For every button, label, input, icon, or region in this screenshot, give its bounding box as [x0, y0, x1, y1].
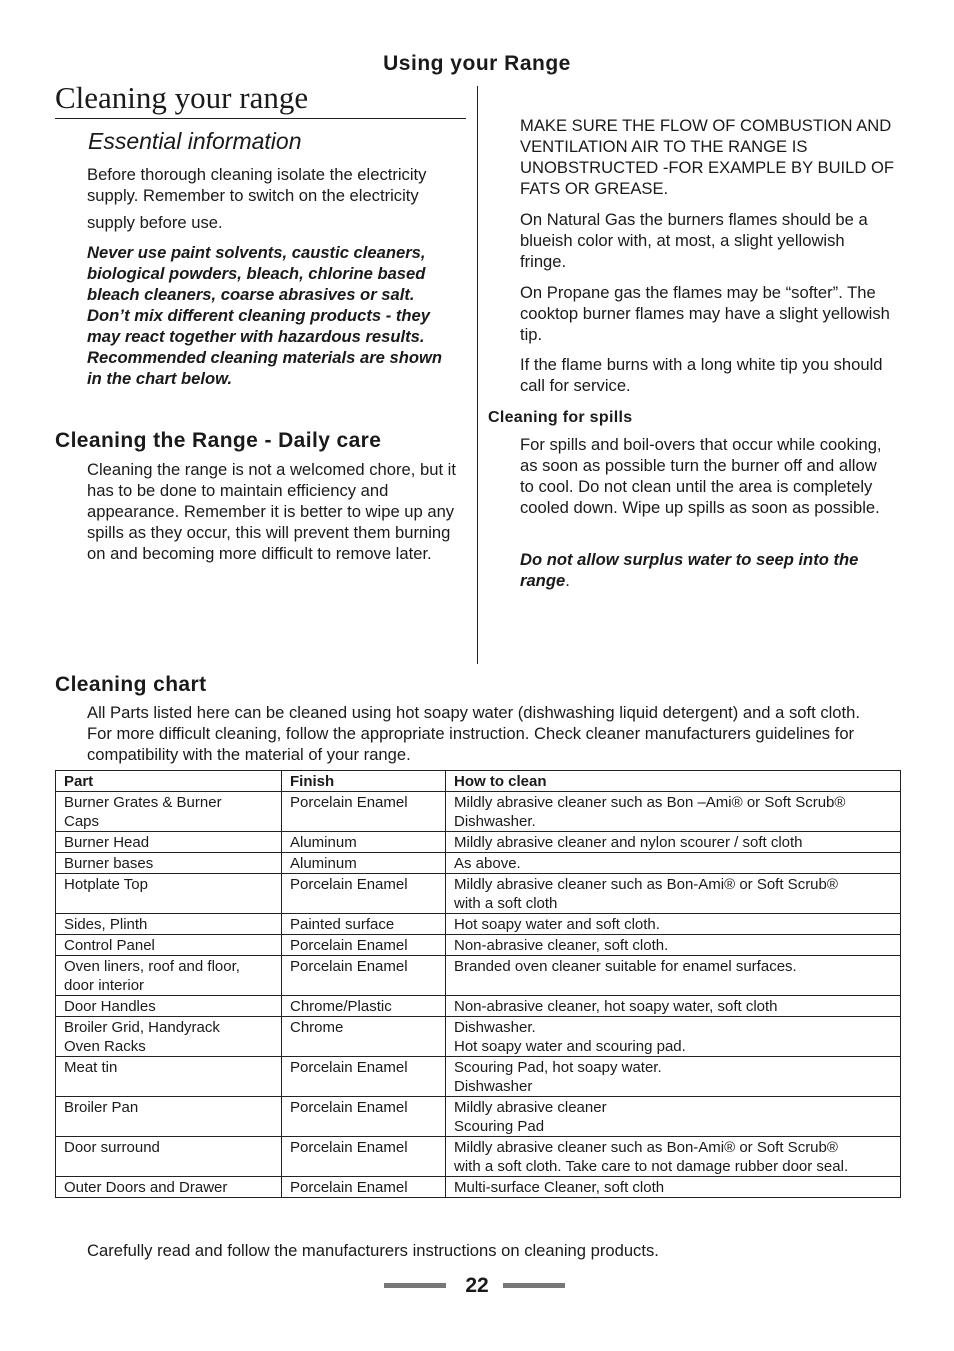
cleaning-chart-intro: All Parts listed here can be cleaned using hot soapy water (dishwashing liquid detergent) and a soft cloth. For more difficult cleaning, follow the appropriate instruction. Check cleaner manufacturers guidelines for compatibility with the material of your range.	[87, 703, 860, 764]
cell-finish: Porcelain Enamel	[282, 1097, 446, 1137]
essential-intro: Before thorough cleaning isolate the electricity supply. Remember to switch on the electricity	[87, 165, 427, 205]
cell-finish: Porcelain Enamel	[282, 1057, 446, 1097]
column-divider	[477, 86, 478, 664]
spills-warning-period: .	[565, 571, 570, 590]
cell-part: Hotplate Top	[56, 874, 282, 914]
flame-service-note: If the flame burns with a long white tip you should call for service.	[520, 355, 883, 395]
cell-finish: Painted surface	[282, 914, 446, 935]
table-row	[56, 914, 901, 935]
cell-part: Door surround	[56, 1137, 282, 1177]
cell-finish: Porcelain Enamel	[282, 956, 446, 996]
cleaning-chart-table	[55, 770, 901, 1198]
cell-how-to-clean: Mildly abrasive cleaner Scouring Pad	[446, 1097, 901, 1137]
cell-part: Outer Doors and Drawer	[56, 1177, 282, 1198]
column-header-how-to-clean: How to clean	[446, 771, 901, 792]
cell-finish: Aluminum	[282, 832, 446, 853]
cell-finish: Porcelain Enamel	[282, 792, 446, 832]
table-row	[56, 1057, 901, 1097]
cell-how-to-clean: Non-abrasive cleaner, soft cloth.	[446, 935, 901, 956]
table-header-row	[56, 771, 901, 792]
cell-part: Sides, Plinth	[56, 914, 282, 935]
column-header-finish: Finish	[282, 771, 446, 792]
cell-how-to-clean: Mildly abrasive cleaner and nylon scourer / soft cloth	[446, 832, 901, 853]
spills-heading: Cleaning for spills	[488, 409, 633, 426]
cell-finish: Porcelain Enamel	[282, 1137, 446, 1177]
title-underline	[55, 118, 466, 119]
page-number-bar-right	[503, 1283, 565, 1288]
table-row	[56, 853, 901, 874]
essential-warning: Never use paint solvents, caustic cleaners, biological powders, bleach, chlorine based bleach cleaners, coarse abrasives or salt. Don’t mix different cleaning products - they may react together with hazardous results. Recommended cleaning materials are shown in the chart below.	[87, 243, 443, 388]
table-row	[56, 1177, 901, 1198]
cell-finish: Chrome	[282, 1017, 446, 1057]
cell-part: Burner Grates & Burner Caps	[56, 792, 282, 832]
table-row	[56, 1137, 901, 1177]
table-row	[56, 792, 901, 832]
cleaning-chart-heading: Cleaning chart	[55, 673, 207, 696]
column-header-part: Part	[56, 771, 282, 792]
cell-part: Burner Head	[56, 832, 282, 853]
cell-part: Burner bases	[56, 853, 282, 874]
table-row	[56, 935, 901, 956]
table-row	[56, 996, 901, 1017]
cell-how-to-clean: Mildly abrasive cleaner such as Bon –Ami® or Soft Scrub® Dishwasher.	[446, 792, 901, 832]
page-header: Using your Range	[383, 52, 571, 75]
cell-part: Control Panel	[56, 935, 282, 956]
table-row	[56, 1017, 901, 1057]
essential-intro-cont: supply before use.	[87, 213, 223, 232]
page-title: Cleaning your range	[55, 80, 309, 115]
cell-part: Oven liners, roof and floor, door interior	[56, 956, 282, 996]
spills-warning-text: Do not allow surplus water to seep into the range	[520, 550, 859, 590]
daily-care-heading: Cleaning the Range - Daily care	[55, 429, 382, 452]
cell-how-to-clean: Branded oven cleaner suitable for enamel surfaces.	[446, 956, 901, 996]
cell-how-to-clean: Mildly abrasive cleaner such as Bon-Ami® or Soft Scrub® with a soft cloth. Take care to not damage rubber door seal.	[446, 1137, 901, 1177]
essential-info-heading: Essential information	[88, 128, 302, 154]
page-number: 22	[465, 1274, 489, 1297]
daily-care-body: Cleaning the range is not a welcomed chore, but it has to be done to maintain efficiency and appearance. Remember it is better to wipe up any spills as they occur, this will prevent them burning on and becoming more difficult to remove later.	[87, 460, 456, 563]
table-row	[56, 874, 901, 914]
spills-body: For spills and boil-overs that occur while cooking, as soon as possible turn the burner off and allow to cool. Do not clean until the area is completely cooled down. Wipe up spills as soon as possible.	[520, 435, 882, 517]
cell-how-to-clean: As above.	[446, 853, 901, 874]
cell-finish: Aluminum	[282, 853, 446, 874]
cell-part: Broiler Grid, Handyrack Oven Racks	[56, 1017, 282, 1057]
cell-how-to-clean: Multi-surface Cleaner, soft cloth	[446, 1177, 901, 1198]
cell-finish: Porcelain Enamel	[282, 874, 446, 914]
page-number-bar-left	[384, 1283, 446, 1288]
cell-part: Door Handles	[56, 996, 282, 1017]
table-body	[56, 792, 901, 1198]
table-row	[56, 832, 901, 853]
footer-note: Carefully read and follow the manufacturers instructions on cleaning products.	[87, 1241, 659, 1260]
natural-gas-note: On Natural Gas the burners flames should be a blueish color with, at most, a slight yellowish fringe.	[520, 210, 868, 271]
cell-part: Broiler Pan	[56, 1097, 282, 1137]
cell-finish: Porcelain Enamel	[282, 935, 446, 956]
cell-how-to-clean: Mildly abrasive cleaner such as Bon-Ami® or Soft Scrub® with a soft cloth	[446, 874, 901, 914]
cell-finish: Chrome/Plastic	[282, 996, 446, 1017]
cell-how-to-clean: Scouring Pad, hot soapy water. Dishwasher	[446, 1057, 901, 1097]
spills-warning	[520, 549, 892, 591]
table-row	[56, 956, 901, 996]
cell-how-to-clean: Dishwasher. Hot soapy water and scouring pad.	[446, 1017, 901, 1057]
ventilation-warning: MAKE SURE THE FLOW OF COMBUSTION AND VENTILATION AIR TO THE RANGE IS UNOBSTRUCTED -FOR EXAMPLE BY BUILD OF FATS OR GREASE.	[520, 116, 895, 198]
table-row	[56, 1097, 901, 1137]
cell-finish: Porcelain Enamel	[282, 1177, 446, 1198]
cell-how-to-clean: Hot soapy water and soft cloth.	[446, 914, 901, 935]
cell-part: Meat tin	[56, 1057, 282, 1097]
cell-how-to-clean: Non-abrasive cleaner, hot soapy water, soft cloth	[446, 996, 901, 1017]
propane-note: On Propane gas the flames may be “softer”. The cooktop burner flames may have a slight yellowish tip.	[520, 283, 890, 344]
